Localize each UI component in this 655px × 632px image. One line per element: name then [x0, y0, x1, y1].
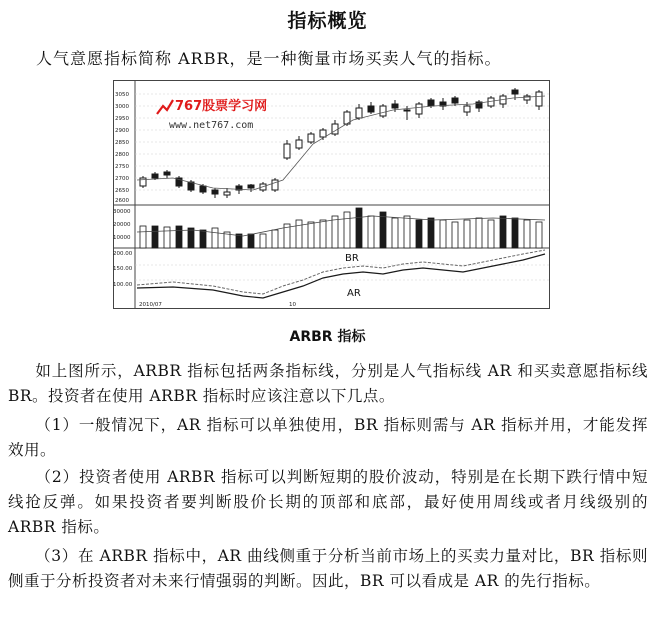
indicator-tick: 200.00	[113, 251, 133, 257]
volume-tick: 10000	[113, 235, 131, 241]
paragraph	[8, 359, 648, 409]
price-tick: 2950	[115, 116, 129, 122]
paragraph-text: （2）投资者使用 ARBR 指标可以判断短期的股价波动，特别是在长期下跌行情中短线抢反弹。如果投资者要判断股价长期的顶部和底部，最好使用周线或者月线级别的 ARBR 指标。	[8, 468, 648, 536]
price-tick: 2750	[115, 164, 129, 170]
price-tick: 3000	[115, 104, 129, 110]
price-tick: 3050	[115, 92, 129, 98]
price-tick: 2700	[115, 176, 129, 182]
paragraph	[8, 544, 648, 594]
price-tick: 2650	[115, 188, 129, 194]
bottom-mark: 10	[289, 302, 296, 308]
figure-caption: ARBR 指标	[289, 329, 366, 345]
volume-tick: 30000	[113, 209, 131, 215]
arbr-chart-figure	[113, 80, 550, 309]
paragraph-text: （1）一般情况下，AR 指标可以单独使用，BR 指标则需与 AR 指标并用，才能发挥效用。	[8, 416, 648, 459]
price-tick: 2850	[115, 140, 129, 146]
paragraph	[8, 465, 648, 540]
indicator-tick: 100.00	[113, 282, 133, 288]
paragraph	[8, 413, 648, 463]
price-tick: 2800	[115, 152, 129, 158]
intro-text: 人气意愿指标简称 ARBR，是一种衡量市场买卖人气的指标。	[36, 49, 502, 68]
page-title: 指标概览	[287, 10, 368, 32]
price-tick: 2900	[115, 128, 129, 134]
date-label: 2010/07	[139, 302, 162, 308]
paragraph-text: （3）在 ARBR 指标中，AR 曲线侧重于分析当前市场上的买卖力量对比，BR 指标则侧重于分析投资者对未来行情强弱的判断。因此，BR 可以看成是 AR 的先行指标。	[8, 547, 648, 590]
br-label: BR	[345, 253, 359, 264]
watermark-url: www.net767.com	[169, 120, 254, 131]
chart-frame	[114, 81, 550, 309]
ar-label: AR	[347, 288, 361, 299]
indicator-tick: 150.00	[113, 266, 133, 272]
paragraph-text: 如上图所示，ARBR 指标包括两条指标线，分别是人气指标线 AR 和买卖意愿指标线 BR。投资者在使用 ARBR 指标时应该注意以下几点。	[8, 362, 648, 405]
volume-tick: 20000	[113, 222, 131, 228]
price-tick: 2600	[115, 198, 129, 204]
watermark-site-name: 767股票学习网	[175, 99, 268, 114]
